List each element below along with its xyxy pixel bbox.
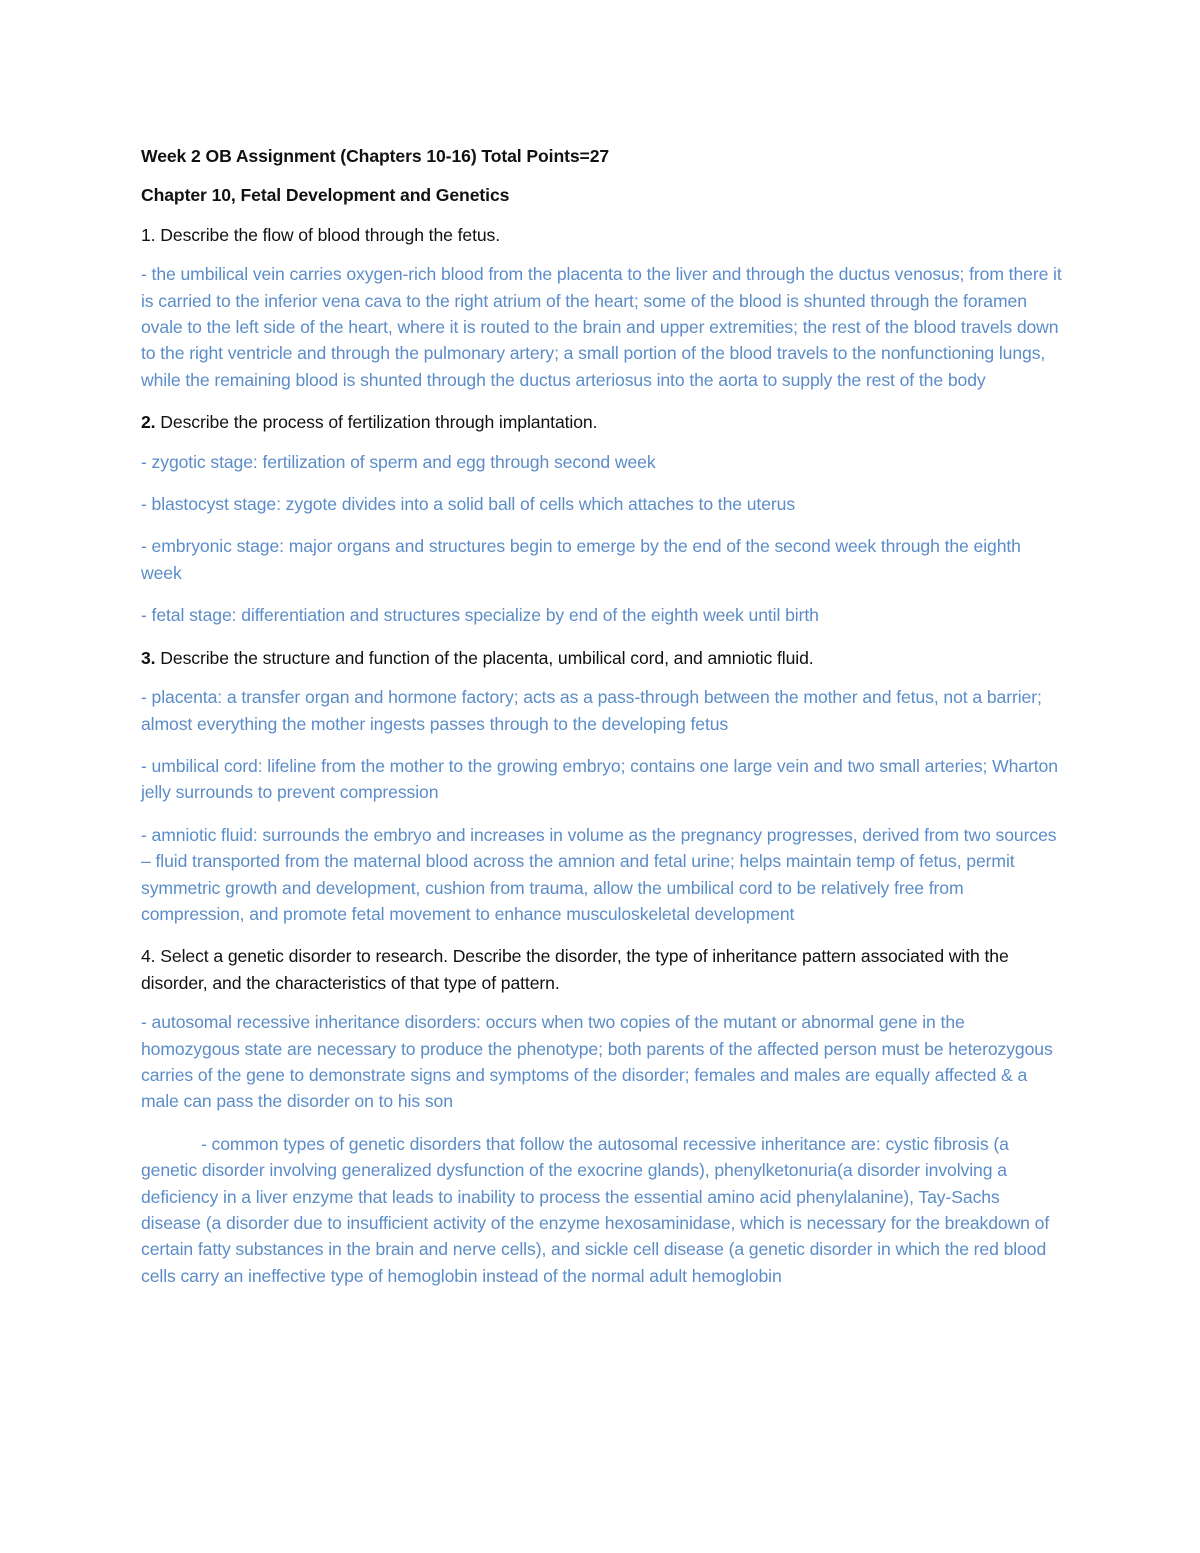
- question-text: Select a genetic disorder to research. Describe the disorder, the type of inheritance pattern associated with the disorder, and the characteristics of that type of pattern.: [141, 946, 1009, 993]
- question-text: Describe the structure and function of the placenta, umbilical cord, and amniotic fluid.: [160, 647, 814, 668]
- assignment-title: Week 2 OB Assignment (Chapters 10-16) Total Points=27: [141, 146, 610, 166]
- question-3: [141, 645, 1063, 671]
- answer-4-1: - autosomal recessive inheritance disorders: occurs when two copies of the mutant or abnormal gene in the homozygous state are necessary to produce the phenotype; both parents of the affected person must be heterozygous carries of the gene to demonstrate signs and symptoms of the disorder; females and males are equally affected & a male can pass the disorder on to his son: [141, 1012, 1053, 1112]
- answer-2-3: - embryonic stage: major organs and structures begin to emerge by the end of the second week through the eighth week: [141, 536, 1021, 583]
- answer-1-1: - the umbilical vein carries oxygen-rich blood from the placenta to the liver and through the ductus venosus; from there it is carried to the inferior vena cava to the right atrium of the heart; some of the blood is shunted through the foramen ovale to the left side of the heart, where it is routed to the brain and upper extremities; the rest of the blood travels down to the right ventricle and through the pulmonary artery; a small portion of the blood travels to the nonfunctioning lungs, while the remaining blood is shunted through the ductus arteriosus into the aorta to supply the rest of the body: [141, 264, 1062, 390]
- answer-3-1: - placenta: a transfer organ and hormone factory; acts as a pass-through between the mother and fetus, not a barrier; almost everything the mother ingests passes through to the developing fetus: [141, 687, 1042, 734]
- question-number: 1.: [141, 224, 156, 245]
- document-body: [141, 143, 1063, 1305]
- question-4: [141, 943, 1063, 996]
- answer-2-2: - blastocyst stage: zygote divides into a solid ball of cells which attaches to the uterus: [141, 494, 796, 515]
- answer-2-4: - fetal stage: differentiation and structures specialize by end of the eighth week until birth: [141, 605, 819, 626]
- question-text: Describe the flow of blood through the fetus.: [160, 224, 501, 245]
- question-number: 2.: [141, 412, 156, 433]
- answer-2-1: - zygotic stage: fertilization of sperm and egg through second week: [141, 451, 656, 472]
- question-1: [141, 222, 1063, 248]
- question-number: 4.: [141, 946, 156, 967]
- answer-3-2: - umbilical cord: lifeline from the mother to the growing embryo; contains one large vein and two small arteries; Wharton jelly surrounds to prevent compression: [141, 755, 1058, 803]
- question-2: [141, 409, 1063, 435]
- answer-3-3: - amniotic fluid: surrounds the embryo and increases in volume as the pregnancy progresses, derived from two sources – fluid transported from the maternal blood across the amnion and fetal urine; helps maintain temp of fetus, permit symmetric growth and development, cushion from trauma, allow the umbilical cord to be relatively free from compression, and promote fetal movement to enhance musculoskeletal development: [141, 824, 1057, 924]
- question-text: Describe the process of fertilization through implantation.: [160, 412, 598, 433]
- chapter-heading: Chapter 10, Fetal Development and Genetics: [141, 185, 510, 206]
- question-number: 3.: [141, 647, 156, 668]
- answer-4-2: - common types of genetic disorders that follow the autosomal recessive inheritance are: cystic fibrosis (a genetic disorder involving generalized dysfunction of the exocrine glands), phenylketonuria(a disorder involving a deficiency in a liver enzyme that leads to inability to process the essential amino acid phenylalanine), Tay-Sachs disease (a disorder due to insufficient activity of the enzyme hexosaminidase, which is necessary for the breakdown of certain fatty substances in the brain and nerve cells), and sickle cell disease (a genetic disorder in which the red blood cells carry an ineffective type of hemoglobin instead of the normal adult hemoglobin: [141, 1133, 1050, 1286]
